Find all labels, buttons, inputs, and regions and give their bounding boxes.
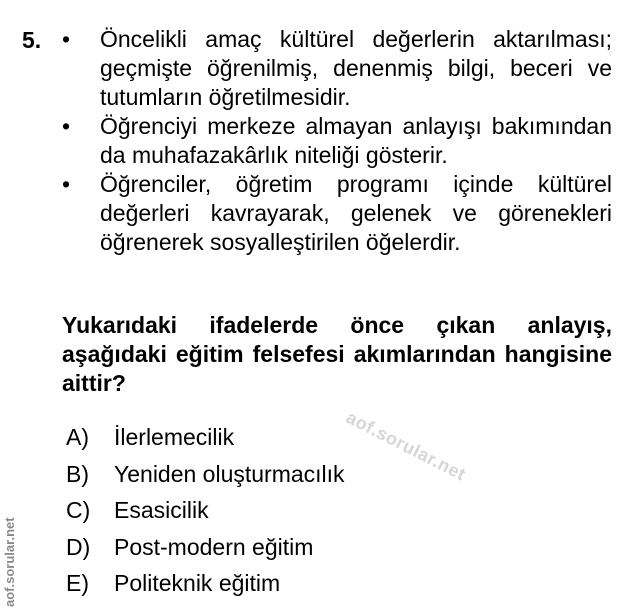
- option-e[interactable]: [66, 565, 345, 602]
- question-stem: Yukarıdaki ifadelerde önce çıkan anlayış, aşağıdaki eğitim felsefesi akımlarından hangisine aittir?: [62, 312, 612, 396]
- option-letter: A): [66, 424, 89, 450]
- statement-text: Öncelikli amaç kültürel değerlerin aktarılması; geçmişte öğrenilmiş, denenmiş bilgi, beceri ve tutumların öğretilmesidir.: [100, 26, 612, 110]
- bullet-icon: •: [62, 171, 71, 197]
- bullet-icon: •: [62, 26, 71, 52]
- statement-text: Öğrenciler, öğretim programı içinde kültürel değerleri kavrayarak, gelenek ve görenekleri öğrenerek sosyalleştirilen öğelerdir.: [100, 171, 612, 255]
- answer-options: [66, 419, 345, 602]
- option-b[interactable]: [66, 456, 345, 493]
- option-text: Esasicilik: [114, 497, 209, 523]
- option-text: Politeknik eğitim: [114, 570, 281, 596]
- option-text: Yeniden oluşturmacılık: [114, 460, 345, 487]
- option-letter: C): [66, 497, 91, 523]
- option-d[interactable]: [66, 529, 345, 566]
- center-watermark: aof.sorular.net: [342, 407, 470, 485]
- option-letter: B): [66, 460, 89, 487]
- statement-item: [62, 170, 612, 257]
- question-number: 5.: [22, 27, 42, 53]
- side-watermark: aof.sorular.net: [2, 517, 17, 607]
- option-text: Post-modern eğitim: [114, 533, 314, 560]
- option-c[interactable]: [66, 492, 345, 529]
- statement-list: [62, 25, 612, 257]
- option-text: İlerlemecilik: [114, 424, 235, 450]
- statement-item: [62, 25, 612, 112]
- statement-text: Öğrenciyi merkeze almayan anlayışı bakımından da muhafazakârlık niteliği gösterir.: [100, 113, 612, 168]
- option-a[interactable]: [66, 419, 345, 456]
- statement-item: [62, 112, 612, 170]
- bullet-icon: •: [62, 113, 71, 139]
- option-letter: E): [66, 570, 89, 596]
- option-letter: D): [66, 533, 91, 560]
